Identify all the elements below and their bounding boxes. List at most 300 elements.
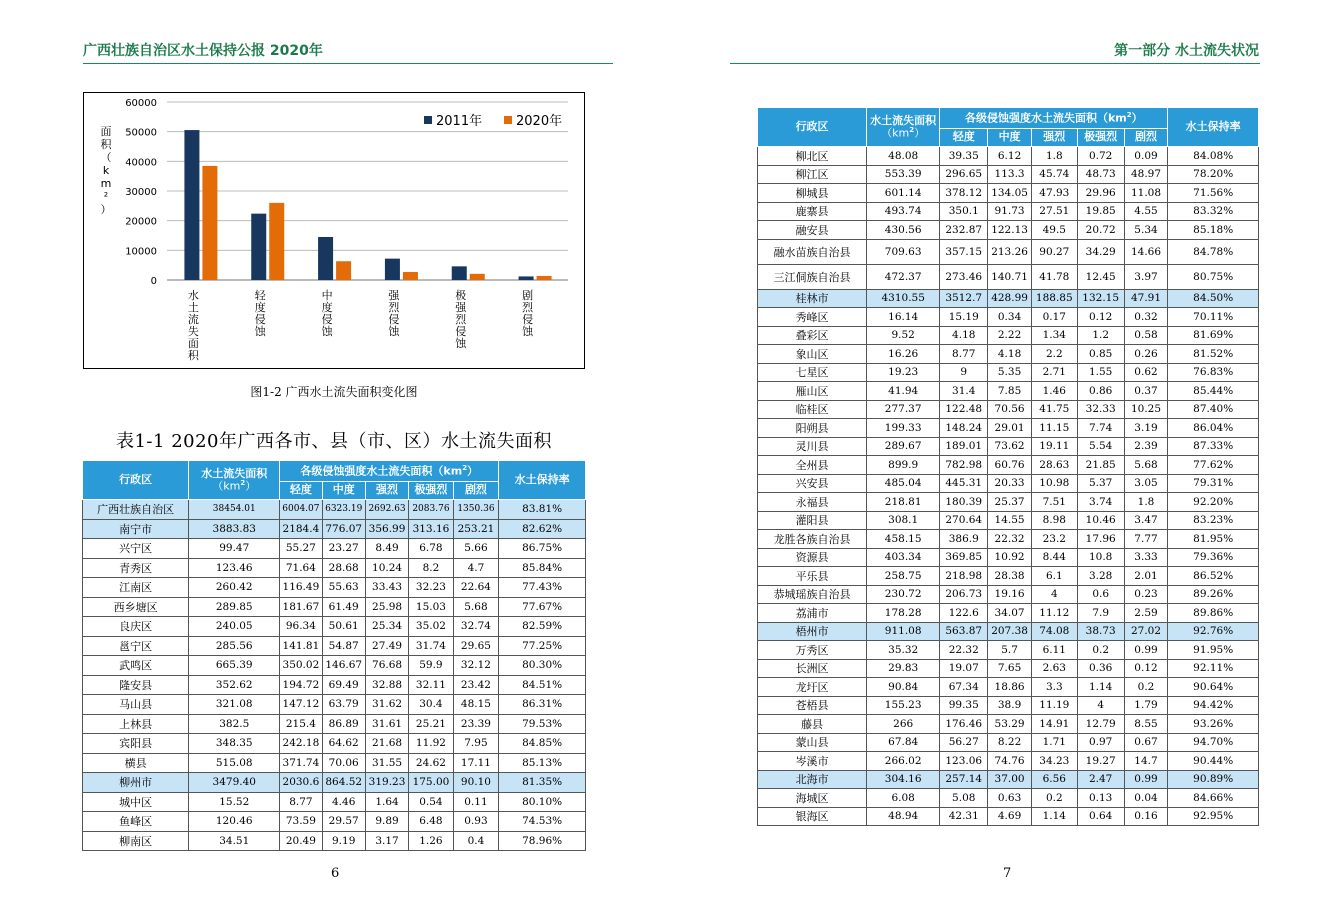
value-cell-severe: 0.4	[453, 831, 499, 851]
value-cell-area: 665.39	[189, 656, 280, 676]
region-name-cell: 宾阳县	[83, 734, 189, 754]
value-cell-very: 35.02	[409, 617, 453, 637]
bar-2020年-剧烈侵蚀	[537, 276, 552, 280]
value-cell-intense: 47.93	[1031, 184, 1077, 203]
value-cell-moderate: 4.18	[988, 345, 1032, 364]
y-tick-label: 40000	[125, 157, 157, 169]
x-tick-label: 轻度侵蚀	[254, 289, 266, 338]
value-cell-light: 3512.7	[940, 289, 988, 308]
value-cell-very: 175.00	[409, 773, 453, 793]
value-cell-rate: 81.95%	[1168, 530, 1259, 549]
value-cell-severe: 32.74	[453, 617, 499, 637]
y-tick-label: 0	[150, 276, 157, 287]
value-cell-intense: 3.17	[365, 831, 408, 851]
value-cell-severe: 0.2	[1124, 678, 1168, 697]
value-cell-severe: 0.93	[453, 812, 499, 832]
value-cell-area: 218.81	[867, 493, 940, 512]
value-cell-moderate: 207.38	[988, 622, 1032, 641]
value-cell-light: 8.77	[280, 792, 322, 812]
value-cell-area: 485.04	[867, 474, 940, 493]
value-cell-very: 32.11	[409, 675, 453, 695]
value-cell-light: 563.87	[940, 622, 988, 641]
value-cell-area: 6.08	[867, 789, 940, 808]
value-cell-very: 0.86	[1077, 382, 1124, 401]
value-cell-rate: 85.18%	[1168, 221, 1259, 240]
value-cell-moderate: 2.22	[988, 326, 1032, 345]
value-cell-light: 242.18	[280, 734, 322, 754]
table-row	[758, 363, 1259, 382]
legend-label: 2020年	[516, 114, 563, 129]
value-cell-severe: 48.97	[1124, 165, 1168, 184]
right-header-title: 第一部分 水土流失状况	[1114, 43, 1259, 59]
value-cell-moderate: 4.46	[322, 792, 365, 812]
region-name-cell: 苍梧县	[758, 696, 867, 715]
value-cell-rate: 78.20%	[1168, 165, 1259, 184]
value-cell-area: 277.37	[867, 400, 940, 419]
value-cell-rate: 79.53%	[499, 714, 586, 734]
region-name-cell: 鹿寨县	[758, 202, 867, 221]
value-cell-intense: 11.15	[1031, 419, 1077, 438]
value-cell-severe: 23.39	[453, 714, 499, 734]
value-cell-very: 20.72	[1077, 221, 1124, 240]
region-name-cell: 长洲区	[758, 659, 867, 678]
table-row	[758, 770, 1259, 789]
table-title: 表1-1 2020年广西各市、县（市、区）水土流失面积	[115, 431, 552, 452]
value-cell-area: 178.28	[867, 604, 940, 623]
value-cell-moderate: 55.63	[322, 578, 365, 598]
value-cell-rate: 77.67%	[499, 597, 586, 617]
value-cell-severe: 7.95	[453, 734, 499, 754]
value-cell-severe: 0.32	[1124, 308, 1168, 327]
value-cell-rate: 86.75%	[499, 539, 586, 559]
value-cell-area: 258.75	[867, 567, 940, 586]
value-cell-rate: 87.40%	[1168, 400, 1259, 419]
bar-2011年-中度侵蚀	[318, 237, 333, 280]
value-cell-area: 266.02	[867, 752, 940, 771]
value-cell-intense: 31.62	[365, 695, 408, 715]
table-row	[83, 656, 586, 676]
value-cell-rate: 85.13%	[499, 753, 586, 773]
value-cell-moderate: 428.99	[988, 289, 1032, 308]
value-cell-very: 1.2	[1077, 326, 1124, 345]
value-cell-rate: 86.31%	[499, 695, 586, 715]
value-cell-intense: 9.89	[365, 812, 408, 832]
value-cell-intense: 21.68	[365, 734, 408, 754]
value-cell-area: 29.83	[867, 659, 940, 678]
bar-2011年-轻度侵蚀	[251, 214, 266, 280]
table-row	[758, 437, 1259, 456]
value-cell-moderate: 8.22	[988, 733, 1032, 752]
value-cell-very: 24.62	[409, 753, 453, 773]
table-row	[758, 604, 1259, 623]
left-header-rule	[83, 63, 613, 64]
region-name-cell: 江南区	[83, 578, 189, 598]
table-row	[758, 221, 1259, 240]
value-cell-moderate: 53.29	[988, 715, 1032, 734]
value-cell-very: 0.12	[1077, 308, 1124, 327]
value-cell-rate: 89.26%	[1168, 585, 1259, 604]
value-cell-moderate: 38.9	[988, 696, 1032, 715]
table-row	[758, 264, 1259, 289]
value-cell-area: 19.23	[867, 363, 940, 382]
value-cell-area: 16.26	[867, 345, 940, 364]
value-cell-light: 189.01	[940, 437, 988, 456]
col-header-very-intense: 极强烈	[1077, 129, 1124, 147]
value-cell-intense: 49.5	[1031, 221, 1077, 240]
value-cell-light: 148.24	[940, 419, 988, 438]
col-header-severe: 剧烈	[453, 482, 499, 500]
value-cell-light: 96.34	[280, 617, 322, 637]
value-cell-rate: 84.85%	[499, 734, 586, 754]
value-cell-light: 122.48	[940, 400, 988, 419]
value-cell-severe: 3.33	[1124, 548, 1168, 567]
value-cell-rate: 80.75%	[1168, 264, 1259, 289]
bar-2011年-水土流失面积	[184, 130, 199, 280]
region-name-cell: 万秀区	[758, 641, 867, 660]
value-cell-light: 181.67	[280, 597, 322, 617]
value-cell-intense: 2692.63	[365, 500, 408, 520]
value-cell-intense: 1.71	[1031, 733, 1077, 752]
bar-2020年-强烈侵蚀	[403, 272, 418, 280]
value-cell-light: 15.19	[940, 308, 988, 327]
value-cell-severe: 0.09	[1124, 147, 1168, 166]
value-cell-area: 4310.55	[867, 289, 940, 308]
region-name-cell: 桂林市	[758, 289, 867, 308]
value-cell-intense: 2.2	[1031, 345, 1077, 364]
value-cell-light: 55.27	[280, 539, 322, 559]
value-cell-light: 232.87	[940, 221, 988, 240]
value-cell-moderate: 64.62	[322, 734, 365, 754]
value-cell-very: 4	[1077, 696, 1124, 715]
value-cell-rate: 83.23%	[1168, 511, 1259, 530]
value-cell-severe: 4.55	[1124, 202, 1168, 221]
value-cell-light: 39.35	[940, 147, 988, 166]
value-cell-rate: 84.08%	[1168, 147, 1259, 166]
value-cell-area: 553.39	[867, 165, 940, 184]
bar-2011年-强烈侵蚀	[385, 259, 400, 280]
table-row	[83, 773, 586, 793]
value-cell-rate: 94.70%	[1168, 733, 1259, 752]
value-cell-moderate: 7.65	[988, 659, 1032, 678]
region-name-cell: 荔浦市	[758, 604, 867, 623]
region-name-cell: 秀峰区	[758, 308, 867, 327]
value-cell-severe: 27.02	[1124, 622, 1168, 641]
value-cell-moderate: 5.7	[988, 641, 1032, 660]
right-data-table	[757, 107, 1259, 826]
value-cell-intense: 2.71	[1031, 363, 1077, 382]
value-cell-intense: 2.63	[1031, 659, 1077, 678]
value-cell-severe: 0.12	[1124, 659, 1168, 678]
value-cell-very: 0.2	[1077, 641, 1124, 660]
value-cell-severe: 17.11	[453, 753, 499, 773]
table-row	[83, 617, 586, 637]
table-row	[83, 792, 586, 812]
value-cell-intense: 6.1	[1031, 567, 1077, 586]
col-header-retention: 水土保持率	[1168, 108, 1259, 147]
value-cell-intense: 76.68	[365, 656, 408, 676]
col-header-severe: 剧烈	[1124, 129, 1168, 147]
value-cell-moderate: 19.16	[988, 585, 1032, 604]
value-cell-moderate: 28.38	[988, 567, 1032, 586]
region-name-cell: 蒙山县	[758, 733, 867, 752]
value-cell-moderate: 25.37	[988, 493, 1032, 512]
value-cell-intense: 0.17	[1031, 308, 1077, 327]
value-cell-rate: 81.35%	[499, 773, 586, 793]
value-cell-rate: 79.36%	[1168, 548, 1259, 567]
value-cell-area: 38454.01	[189, 500, 280, 520]
left-header-title: 广西壮族自治区水土保持公报 2020年	[83, 43, 323, 59]
value-cell-very: 0.6	[1077, 585, 1124, 604]
value-cell-light: 273.46	[940, 264, 988, 289]
bar-2011年-剧烈侵蚀	[519, 276, 534, 280]
table-row	[83, 812, 586, 832]
value-cell-light: 2184.4	[280, 519, 322, 539]
value-cell-very: 12.79	[1077, 715, 1124, 734]
value-cell-intense: 319.23	[365, 773, 408, 793]
value-cell-very: 31.74	[409, 636, 453, 656]
bar-2011年-极强烈侵蚀	[452, 266, 467, 280]
value-cell-very: 17.96	[1077, 530, 1124, 549]
value-cell-area: 493.74	[867, 202, 940, 221]
table-row	[83, 695, 586, 715]
value-cell-moderate: 61.49	[322, 597, 365, 617]
value-cell-intense: 90.27	[1031, 239, 1077, 264]
x-tick-label: 中度侵蚀	[321, 289, 333, 338]
value-cell-severe: 47.91	[1124, 289, 1168, 308]
col-header-light: 轻度	[280, 482, 322, 500]
value-cell-area: 90.84	[867, 678, 940, 697]
value-cell-very: 11.92	[409, 734, 453, 754]
value-cell-intense: 8.98	[1031, 511, 1077, 530]
value-cell-moderate: 776.07	[322, 519, 365, 539]
value-cell-intense: 45.74	[1031, 165, 1077, 184]
value-cell-severe: 0.67	[1124, 733, 1168, 752]
x-tick-label: 水土流失面积	[187, 289, 199, 362]
value-cell-area: 709.63	[867, 239, 940, 264]
value-cell-light: 99.35	[940, 696, 988, 715]
value-cell-very: 3.28	[1077, 567, 1124, 586]
table-row	[758, 345, 1259, 364]
value-cell-area: 289.67	[867, 437, 940, 456]
value-cell-severe: 8.55	[1124, 715, 1168, 734]
value-cell-very: 7.74	[1077, 419, 1124, 438]
value-cell-rate: 81.52%	[1168, 345, 1259, 364]
region-name-cell: 雁山区	[758, 382, 867, 401]
value-cell-moderate: 28.68	[322, 558, 365, 578]
value-cell-severe: 2.39	[1124, 437, 1168, 456]
value-cell-intense: 11.19	[1031, 696, 1077, 715]
value-cell-light: 2030.6	[280, 773, 322, 793]
value-cell-very: 0.54	[409, 792, 453, 812]
value-cell-severe: 0.99	[1124, 770, 1168, 789]
bar-2020年-水土流失面积	[202, 166, 217, 280]
value-cell-very: 19.85	[1077, 202, 1124, 221]
value-cell-intense: 1.14	[1031, 807, 1077, 826]
value-cell-moderate: 50.61	[322, 617, 365, 637]
value-cell-moderate: 70.06	[322, 753, 365, 773]
value-cell-rate: 90.89%	[1168, 770, 1259, 789]
value-cell-severe: 14.7	[1124, 752, 1168, 771]
value-cell-intense: 6.11	[1031, 641, 1077, 660]
table-row	[758, 184, 1259, 203]
value-cell-moderate: 37.00	[988, 770, 1032, 789]
value-cell-very: 0.64	[1077, 807, 1124, 826]
value-cell-area: 289.85	[189, 597, 280, 617]
table-row	[758, 400, 1259, 419]
table-row	[758, 641, 1259, 660]
table-row	[758, 308, 1259, 327]
value-cell-moderate: 134.05	[988, 184, 1032, 203]
value-cell-area: 48.08	[867, 147, 940, 166]
value-cell-very: 8.2	[409, 558, 453, 578]
value-cell-very: 38.73	[1077, 622, 1124, 641]
value-cell-moderate: 6.12	[988, 147, 1032, 166]
col-header-moderate: 中度	[322, 482, 365, 500]
value-cell-intense: 10.24	[365, 558, 408, 578]
value-cell-very: 34.29	[1077, 239, 1124, 264]
value-cell-area: 15.52	[189, 792, 280, 812]
value-cell-rate: 82.62%	[499, 519, 586, 539]
region-name-cell: 武鸣区	[83, 656, 189, 676]
region-name-cell: 柳城县	[758, 184, 867, 203]
value-cell-rate: 84.78%	[1168, 239, 1259, 264]
value-cell-intense: 32.88	[365, 675, 408, 695]
value-cell-severe: 0.26	[1124, 345, 1168, 364]
region-name-cell: 梧州市	[758, 622, 867, 641]
value-cell-area: 515.08	[189, 753, 280, 773]
value-cell-rate: 83.81%	[499, 500, 586, 520]
table-row	[758, 752, 1259, 771]
value-cell-moderate: 73.62	[988, 437, 1032, 456]
col-header-area: 水土流失面积 $(km^2)$	[867, 108, 940, 147]
value-cell-intense: 0.2	[1031, 789, 1077, 808]
value-cell-light: 296.65	[940, 165, 988, 184]
value-cell-severe: 0.62	[1124, 363, 1168, 382]
value-cell-severe: 0.99	[1124, 641, 1168, 660]
value-cell-very: 6.48	[409, 812, 453, 832]
value-cell-very: 0.97	[1077, 733, 1124, 752]
value-cell-rate: 85.84%	[499, 558, 586, 578]
region-name-cell: 广西壮族自治区	[83, 500, 189, 520]
value-cell-area: 458.15	[867, 530, 940, 549]
value-cell-moderate: 7.85	[988, 382, 1032, 401]
value-cell-area: 120.46	[189, 812, 280, 832]
value-cell-area: 899.9	[867, 456, 940, 475]
table-row	[83, 714, 586, 734]
value-cell-area: 911.08	[867, 622, 940, 641]
value-cell-severe: 2.01	[1124, 567, 1168, 586]
col-header-retention: 水土保持率	[499, 461, 586, 500]
value-cell-moderate: 10.92	[988, 548, 1032, 567]
table-row	[758, 807, 1259, 826]
region-name-cell: 鱼峰区	[83, 812, 189, 832]
value-cell-intense: 33.43	[365, 578, 408, 598]
value-cell-intense: 8.44	[1031, 548, 1077, 567]
x-tick-label: 强烈侵蚀	[388, 289, 400, 338]
value-cell-severe: 3.47	[1124, 511, 1168, 530]
page-number-left: 6	[331, 866, 340, 881]
value-cell-very: 29.96	[1077, 184, 1124, 203]
region-name-cell: 上林县	[83, 714, 189, 734]
value-cell-severe: 0.16	[1124, 807, 1168, 826]
region-name-cell: 青秀区	[83, 558, 189, 578]
y-tick-label: 60000	[125, 98, 157, 109]
value-cell-rate: 70.11%	[1168, 308, 1259, 327]
value-cell-light: 9	[940, 363, 988, 382]
region-name-cell: 三江侗族自治县	[758, 264, 867, 289]
region-name-cell: 融水苗族自治县	[758, 239, 867, 264]
table-row	[758, 678, 1259, 697]
value-cell-severe: 0.04	[1124, 789, 1168, 808]
value-cell-severe: 32.12	[453, 656, 499, 676]
bar-chart	[84, 93, 584, 368]
table-row	[758, 789, 1259, 808]
value-cell-intense: 14.91	[1031, 715, 1077, 734]
value-cell-rate: 91.95%	[1168, 641, 1259, 660]
value-cell-severe: 5.34	[1124, 221, 1168, 240]
region-name-cell: 象山区	[758, 345, 867, 364]
region-name-cell: 融安县	[758, 221, 867, 240]
value-cell-very: 25.21	[409, 714, 453, 734]
value-cell-intense: 41.75	[1031, 400, 1077, 419]
value-cell-very: 0.13	[1077, 789, 1124, 808]
value-cell-moderate: 4.69	[988, 807, 1032, 826]
value-cell-moderate: 5.35	[988, 363, 1032, 382]
value-cell-severe: 5.66	[453, 539, 499, 559]
value-cell-moderate: 34.07	[988, 604, 1032, 623]
region-name-cell: 南宁市	[83, 519, 189, 539]
y-tick-label: 30000	[125, 187, 157, 198]
value-cell-severe: 90.10	[453, 773, 499, 793]
value-cell-intense: 41.78	[1031, 264, 1077, 289]
value-cell-rate: 77.25%	[499, 636, 586, 656]
value-cell-moderate: 69.49	[322, 675, 365, 695]
value-cell-moderate: 29.57	[322, 812, 365, 832]
value-cell-light: 782.98	[940, 456, 988, 475]
value-cell-light: 20.49	[280, 831, 322, 851]
col-header-region: 行政区	[758, 108, 867, 147]
value-cell-area: 41.94	[867, 382, 940, 401]
y-tick-label: 10000	[125, 246, 157, 258]
value-cell-light: 56.27	[940, 733, 988, 752]
value-cell-very: 19.27	[1077, 752, 1124, 771]
value-cell-moderate: 20.33	[988, 474, 1032, 493]
value-cell-moderate: 864.52	[322, 773, 365, 793]
value-cell-very: 32.33	[1077, 400, 1124, 419]
value-cell-area: 3883.83	[189, 519, 280, 539]
table-row	[758, 511, 1259, 530]
value-cell-rate: 84.51%	[499, 675, 586, 695]
value-cell-area: 260.42	[189, 578, 280, 598]
value-cell-rate: 77.43%	[499, 578, 586, 598]
value-cell-area: 382.5	[189, 714, 280, 734]
region-name-cell: 七星区	[758, 363, 867, 382]
table-row	[83, 539, 586, 559]
value-cell-area: 352.62	[189, 675, 280, 695]
value-cell-rate: 87.33%	[1168, 437, 1259, 456]
value-cell-very: 0.85	[1077, 345, 1124, 364]
value-cell-rate: 79.31%	[1168, 474, 1259, 493]
region-name-cell: 灌阳县	[758, 511, 867, 530]
region-name-cell: 北海市	[758, 770, 867, 789]
table-row	[758, 202, 1259, 221]
value-cell-intense: 3.3	[1031, 678, 1077, 697]
value-cell-rate: 90.44%	[1168, 752, 1259, 771]
value-cell-light: 270.64	[940, 511, 988, 530]
table-row	[758, 326, 1259, 345]
region-name-cell: 恭城瑶族自治县	[758, 585, 867, 604]
col-header-intense: 强烈	[1031, 129, 1077, 147]
